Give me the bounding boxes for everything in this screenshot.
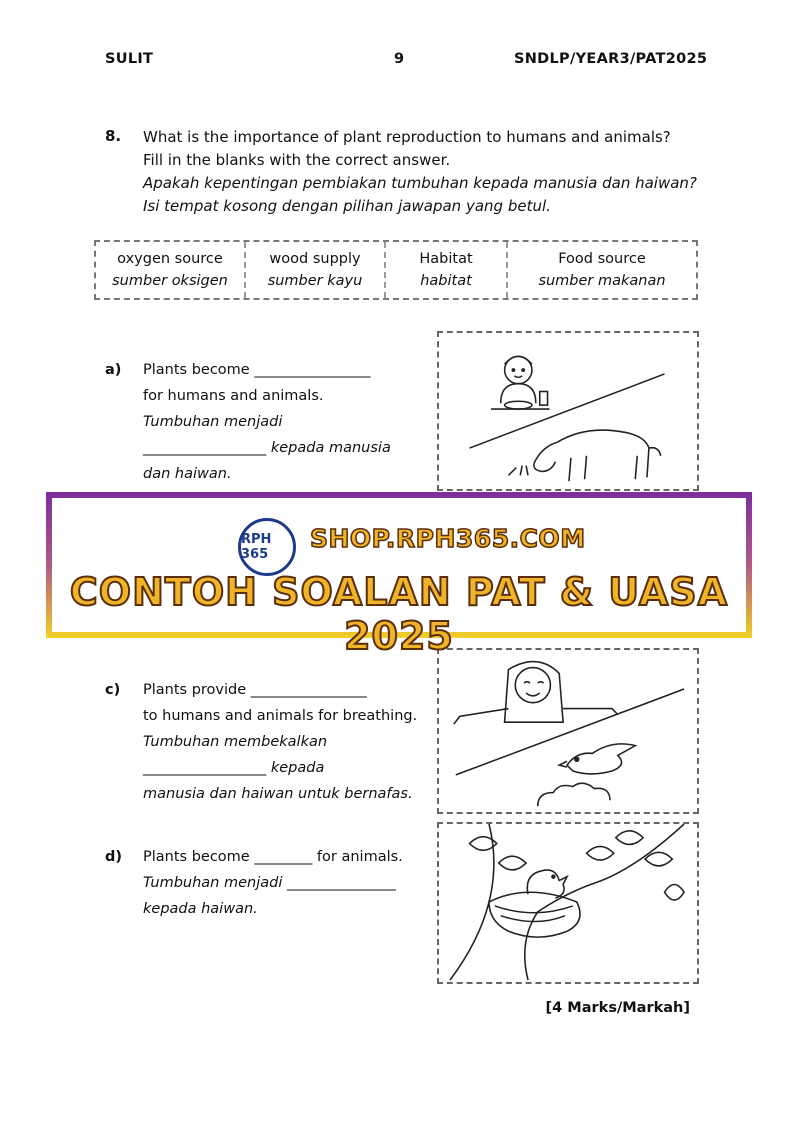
question-line-my-2: Isi tempat kosong dengan pilihan jawapan yang betul. [143,197,551,215]
part-c-line-1: Plants provide ________________ [143,682,367,698]
shop-url: SHOP.RPH365.COM [310,524,586,553]
part-a-line-2: for humans and animals. [143,388,324,404]
part-d-line-2: Tumbuhan menjadi _______________ [143,875,396,891]
option-my: sumber makanan [538,273,666,289]
banner-title: CONTOH SOALAN PAT & UASA 2025 [69,570,729,658]
part-a-line-3: Tumbuhan menjadi [143,414,283,430]
option-wood-supply[interactable] [246,242,386,298]
part-c [105,677,445,807]
part-d-label: d) [105,849,123,865]
question-text [143,126,697,218]
option-en: Habitat [419,251,473,267]
bird-nest-on-tree-illustration [439,824,697,982]
part-a-line-5: dan haiwan. [143,466,232,482]
part-a-label: a) [105,362,122,378]
option-en: Food source [558,251,646,267]
option-food-source[interactable] [508,242,696,298]
picture-boy-and-cow [437,331,699,491]
part-a-line-1: Plants become ________________ [143,362,371,378]
picture-bird-nest-tree [437,822,699,984]
part-a [105,357,435,487]
question-line-en-1: What is the importance of plant reproduction to humans and animals? [143,128,671,146]
picture-girl-and-bird [437,648,699,814]
answer-options-box [94,240,698,300]
part-d [105,844,445,922]
question-line-my-1: Apakah kepentingan pembiakan tumbuhan kepada manusia dan haiwan? [143,174,697,192]
header-left: SULIT [105,51,154,67]
marks-total: [4 Marks/Markah] [545,1000,690,1016]
option-en: oxygen source [117,251,223,267]
header-right: SNDLP/YEAR3/PAT2025 [514,51,708,67]
part-c-line-4: _________________ kepada [143,760,325,776]
option-my: sumber kayu [267,273,363,289]
part-c-label: c) [105,682,121,698]
girl-breathing-and-bird-illustration [439,650,697,812]
option-my: sumber oksigen [112,273,228,289]
part-d-line-3: kepada haiwan. [143,901,258,917]
part-d-line-1: Plants become ________ for animals. [143,849,403,865]
part-c-line-3: Tumbuhan membekalkan [143,734,328,750]
boy-eating-and-cow-grazing-illustration [439,333,697,489]
watermark-banner [46,492,752,658]
option-habitat[interactable] [386,242,508,298]
question-line-en-2: Fill in the blanks with the correct answer. [143,151,451,169]
part-c-line-5: manusia dan haiwan untuk bernafas. [143,786,413,802]
rph365-logo: RPH 365 [238,518,296,576]
option-en: wood supply [269,251,361,267]
page-number: 9 [394,51,405,67]
question-number: 8. [105,127,122,145]
part-a-line-4: _________________ kepada manusia [143,440,391,456]
part-c-line-2: to humans and animals for breathing. [143,708,418,724]
option-oxygen-source[interactable] [96,242,246,298]
option-my: habitat [420,273,472,289]
